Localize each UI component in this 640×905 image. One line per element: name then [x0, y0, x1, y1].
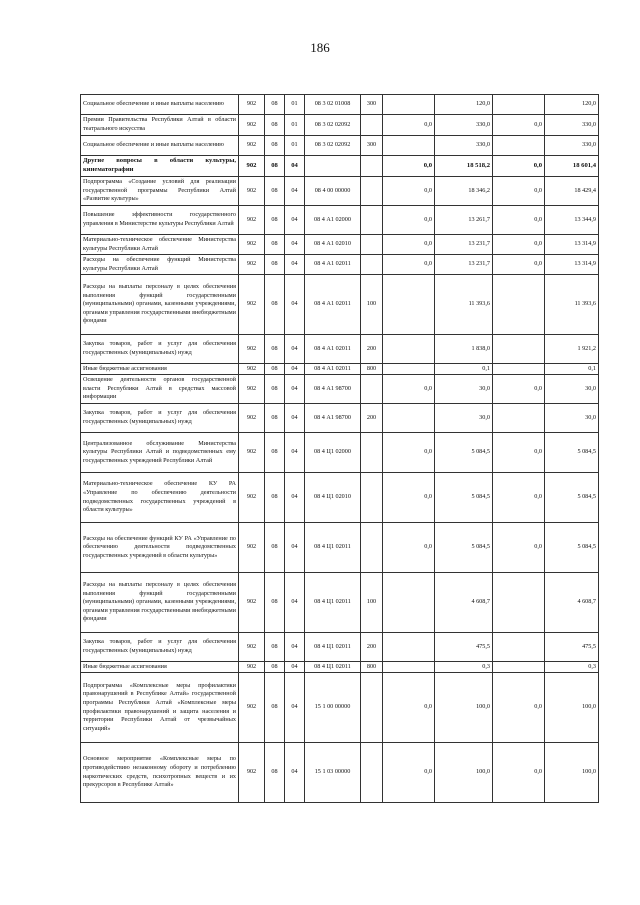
cell-amount-3: 0,0: [493, 206, 545, 235]
cell-target-article: [305, 156, 361, 177]
cell-amount-3: [493, 136, 545, 156]
cell-amount-2: 0,1: [435, 364, 493, 375]
cell-subsection: 04: [285, 473, 305, 523]
cell-amount-1: 0,0: [383, 433, 435, 473]
cell-name: Централизованное обслуживание Министерства культуры Республики Алтай и подведомственных ему государственных учреждений Республики Алтай: [81, 433, 239, 473]
cell-amount-1: [383, 136, 435, 156]
cell-name: Материально-техническое обеспечение КУ РА «Управление по обеспечению деятельности подведомственных государственных учреждений в области культуры»: [81, 473, 239, 523]
cell-amount-2: 11 393,6: [435, 275, 493, 335]
cell-amount-2: 5 084,5: [435, 473, 493, 523]
cell-target-article: 08 4 А1 02011: [305, 335, 361, 364]
cell-amount-3: [493, 335, 545, 364]
cell-amount-4: 13 314,9: [545, 235, 599, 255]
cell-section: 08: [265, 662, 285, 673]
cell-expense-type: 800: [361, 662, 383, 673]
cell-section: 08: [265, 473, 285, 523]
cell-expense-type: 200: [361, 404, 383, 433]
cell-amount-3: 0,0: [493, 523, 545, 573]
cell-section: 08: [265, 523, 285, 573]
cell-subsection: 04: [285, 662, 305, 673]
cell-section: 08: [265, 404, 285, 433]
cell-amount-1: 0,0: [383, 473, 435, 523]
cell-amount-4: 5 084,5: [545, 523, 599, 573]
cell-amount-3: [493, 662, 545, 673]
cell-target-article: 08 3 02 01008: [305, 95, 361, 115]
cell-grbs: 902: [239, 275, 265, 335]
cell-subsection: 04: [285, 633, 305, 662]
cell-target-article: 15 1 03 00000: [305, 743, 361, 803]
cell-section: 08: [265, 433, 285, 473]
cell-subsection: 04: [285, 156, 305, 177]
cell-section: 08: [265, 156, 285, 177]
cell-amount-4: 100,0: [545, 743, 599, 803]
cell-name: Освещение деятельности органов государственной власти Республики Алтай в средствах массовой информации: [81, 375, 239, 404]
cell-amount-3: 0,0: [493, 743, 545, 803]
cell-subsection: 04: [285, 433, 305, 473]
cell-section: 08: [265, 375, 285, 404]
cell-target-article: 08 4 Ц1 02011: [305, 662, 361, 673]
cell-amount-1: 0,0: [383, 177, 435, 206]
cell-section: 08: [265, 275, 285, 335]
cell-subsection: 04: [285, 335, 305, 364]
cell-grbs: 902: [239, 662, 265, 673]
cell-amount-4: 100,0: [545, 673, 599, 743]
cell-grbs: 902: [239, 235, 265, 255]
cell-name: Расходы на обеспечение функций Министерства культуры Республики Алтай: [81, 255, 239, 275]
cell-amount-4: 18 601,4: [545, 156, 599, 177]
table-row: [81, 743, 599, 803]
cell-subsection: 04: [285, 573, 305, 633]
cell-expense-type: 200: [361, 633, 383, 662]
cell-name: Основное мероприятие «Комплексные меры по противодействию незаконному обороту и потреблению наркотических средств, психотропных веществ и их прекурсоров в Республике Алтай»: [81, 743, 239, 803]
cell-name: Социальное обеспечение и иные выплаты населению: [81, 95, 239, 115]
cell-amount-2: 330,0: [435, 136, 493, 156]
table-row: [81, 156, 599, 177]
cell-grbs: 902: [239, 364, 265, 375]
table-row: [81, 255, 599, 275]
cell-expense-type: [361, 673, 383, 743]
cell-section: 08: [265, 95, 285, 115]
cell-amount-1: [383, 335, 435, 364]
cell-target-article: 08 4 Ц1 02010: [305, 473, 361, 523]
cell-amount-3: 0,0: [493, 473, 545, 523]
cell-amount-3: 0,0: [493, 255, 545, 275]
cell-amount-4: 0,3: [545, 662, 599, 673]
cell-target-article: 08 4 Ц1 02000: [305, 433, 361, 473]
cell-target-article: 08 3 02 02092: [305, 115, 361, 136]
cell-amount-3: [493, 364, 545, 375]
table-row: [81, 235, 599, 255]
cell-amount-4: 30,0: [545, 404, 599, 433]
cell-amount-1: [383, 95, 435, 115]
cell-name: Закупка товаров, работ и услуг для обеспечения государственных (муниципальных) нужд: [81, 404, 239, 433]
cell-amount-2: 330,0: [435, 115, 493, 136]
cell-grbs: 902: [239, 433, 265, 473]
cell-amount-2: 100,0: [435, 743, 493, 803]
table-row: [81, 662, 599, 673]
cell-name: Иные бюджетные ассигнования: [81, 662, 239, 673]
cell-amount-1: 0,0: [383, 743, 435, 803]
cell-section: 08: [265, 235, 285, 255]
cell-grbs: 902: [239, 156, 265, 177]
cell-amount-4: 1 921,2: [545, 335, 599, 364]
cell-amount-3: 0,0: [493, 115, 545, 136]
cell-amount-3: [493, 95, 545, 115]
cell-subsection: 04: [285, 177, 305, 206]
table-row: [81, 364, 599, 375]
table-row: [81, 523, 599, 573]
cell-amount-4: 13 344,9: [545, 206, 599, 235]
cell-name: Расходы на выплаты персоналу в целях обеспечения выполнения функций государственными (муниципальными) органами, казенными учреждениями, органами управления государственными внебюджетными фондами: [81, 573, 239, 633]
cell-name: Премии Правительства Республики Алтай в области театрального искусства: [81, 115, 239, 136]
cell-amount-2: 475,5: [435, 633, 493, 662]
cell-section: 08: [265, 743, 285, 803]
table-row: [81, 335, 599, 364]
page-number: 186: [310, 40, 330, 55]
cell-amount-4: 5 084,5: [545, 473, 599, 523]
cell-amount-3: 0,0: [493, 375, 545, 404]
cell-amount-4: 330,0: [545, 115, 599, 136]
cell-amount-2: 120,0: [435, 95, 493, 115]
cell-expense-type: [361, 255, 383, 275]
cell-expense-type: 100: [361, 573, 383, 633]
cell-amount-4: 475,5: [545, 633, 599, 662]
cell-target-article: 08 4 А1 02011: [305, 275, 361, 335]
cell-amount-4: 11 393,6: [545, 275, 599, 335]
cell-target-article: 08 4 Ц1 02011: [305, 633, 361, 662]
cell-expense-type: [361, 375, 383, 404]
cell-subsection: 01: [285, 95, 305, 115]
cell-amount-2: 13 231,7: [435, 235, 493, 255]
cell-section: 08: [265, 673, 285, 743]
budget-table: [80, 94, 599, 803]
cell-amount-3: [493, 573, 545, 633]
cell-expense-type: [361, 115, 383, 136]
cell-amount-4: 4 608,7: [545, 573, 599, 633]
cell-subsection: 04: [285, 673, 305, 743]
table-row: [81, 115, 599, 136]
cell-amount-1: [383, 404, 435, 433]
cell-amount-2: 5 084,5: [435, 433, 493, 473]
cell-amount-2: 18 518,2: [435, 156, 493, 177]
table-row: [81, 673, 599, 743]
cell-amount-1: 0,0: [383, 156, 435, 177]
cell-subsection: 04: [285, 206, 305, 235]
cell-target-article: 08 4 А1 02000: [305, 206, 361, 235]
cell-subsection: 01: [285, 115, 305, 136]
cell-amount-1: [383, 662, 435, 673]
cell-amount-3: 0,0: [493, 673, 545, 743]
cell-target-article: 08 4 Ц1 02011: [305, 523, 361, 573]
cell-section: 08: [265, 206, 285, 235]
cell-grbs: 902: [239, 633, 265, 662]
cell-name: Закупка товаров, работ и услуг для обеспечения государственных (муниципальных) нужд: [81, 633, 239, 662]
cell-subsection: 04: [285, 275, 305, 335]
cell-section: 08: [265, 364, 285, 375]
cell-name: Расходы на обеспечение функций КУ РА «Управление по обеспечению деятельности подведомственных государственных учреждений в области культуры»: [81, 523, 239, 573]
table-row: [81, 433, 599, 473]
cell-amount-3: [493, 275, 545, 335]
cell-subsection: 04: [285, 255, 305, 275]
cell-amount-2: 30,0: [435, 375, 493, 404]
cell-amount-4: 18 429,4: [545, 177, 599, 206]
cell-expense-type: [361, 743, 383, 803]
cell-grbs: 902: [239, 743, 265, 803]
cell-grbs: 902: [239, 375, 265, 404]
cell-grbs: 902: [239, 404, 265, 433]
cell-amount-2: 4 608,7: [435, 573, 493, 633]
cell-grbs: 902: [239, 206, 265, 235]
cell-subsection: 04: [285, 523, 305, 573]
table-row: [81, 206, 599, 235]
cell-grbs: 902: [239, 255, 265, 275]
cell-target-article: 08 4 А1 02010: [305, 235, 361, 255]
cell-name: Социальное обеспечение и иные выплаты населению: [81, 136, 239, 156]
cell-amount-3: 0,0: [493, 235, 545, 255]
cell-section: 08: [265, 115, 285, 136]
cell-target-article: 08 4 А1 02011: [305, 364, 361, 375]
cell-expense-type: 100: [361, 275, 383, 335]
cell-expense-type: 300: [361, 136, 383, 156]
cell-amount-2: 5 084,5: [435, 523, 493, 573]
cell-subsection: 04: [285, 364, 305, 375]
cell-expense-type: 200: [361, 335, 383, 364]
cell-expense-type: [361, 156, 383, 177]
cell-amount-2: 13 261,7: [435, 206, 493, 235]
cell-name: Другие вопросы в области культуры, кинематографии: [81, 156, 239, 177]
cell-section: 08: [265, 573, 285, 633]
cell-amount-1: [383, 573, 435, 633]
cell-name: Расходы на выплаты персоналу в целях обеспечения выполнения функций государственными (муниципальными) органами, казенными учреждениями, органами управления государственными внебюджетными фондами: [81, 275, 239, 335]
cell-amount-4: 330,0: [545, 136, 599, 156]
cell-amount-4: 30,0: [545, 375, 599, 404]
cell-amount-3: [493, 404, 545, 433]
cell-grbs: 902: [239, 115, 265, 136]
cell-name: Закупка товаров, работ и услуг для обеспечения государственных (муниципальных) нужд: [81, 335, 239, 364]
table-row: [81, 275, 599, 335]
cell-amount-1: 0,0: [383, 673, 435, 743]
cell-name: Подпрограмма «Комплексные меры профилактики правонарушений в Республике Алтай» государственной программы Республики Алтай «Комплексные меры профилактики правонарушений и защита населения и территории Республики Алтай от чрезвычайных ситуаций»: [81, 673, 239, 743]
cell-expense-type: [361, 433, 383, 473]
cell-expense-type: [361, 235, 383, 255]
cell-amount-1: 0,0: [383, 523, 435, 573]
cell-name: Повышение эффективности государственного управления в Министерстве культуры Республики Алтай: [81, 206, 239, 235]
cell-amount-4: 120,0: [545, 95, 599, 115]
cell-target-article: 08 4 00 00000: [305, 177, 361, 206]
cell-name: Иные бюджетные ассигнования: [81, 364, 239, 375]
cell-amount-3: 0,0: [493, 433, 545, 473]
table-row: [81, 177, 599, 206]
table-row: [81, 573, 599, 633]
cell-section: 08: [265, 335, 285, 364]
cell-amount-1: [383, 364, 435, 375]
cell-amount-3: 0,0: [493, 177, 545, 206]
cell-section: 08: [265, 136, 285, 156]
cell-subsection: 04: [285, 743, 305, 803]
cell-expense-type: [361, 473, 383, 523]
cell-subsection: 04: [285, 235, 305, 255]
cell-grbs: 902: [239, 335, 265, 364]
cell-expense-type: [361, 206, 383, 235]
cell-grbs: 902: [239, 473, 265, 523]
cell-expense-type: [361, 523, 383, 573]
cell-section: 08: [265, 177, 285, 206]
cell-section: 08: [265, 633, 285, 662]
cell-amount-1: [383, 275, 435, 335]
cell-expense-type: 300: [361, 95, 383, 115]
cell-name: Материально-техническое обеспечение Министерства культуры Республики Алтай: [81, 235, 239, 255]
cell-target-article: 08 4 Ц1 02011: [305, 573, 361, 633]
cell-subsection: 04: [285, 404, 305, 433]
cell-target-article: 08 3 02 02092: [305, 136, 361, 156]
cell-grbs: 902: [239, 95, 265, 115]
cell-amount-2: 13 231,7: [435, 255, 493, 275]
cell-target-article: 08 4 А1 98700: [305, 375, 361, 404]
cell-expense-type: [361, 177, 383, 206]
cell-subsection: 01: [285, 136, 305, 156]
table-row: [81, 136, 599, 156]
cell-grbs: 902: [239, 136, 265, 156]
table-row: [81, 633, 599, 662]
cell-amount-3: [493, 633, 545, 662]
cell-amount-3: 0,0: [493, 156, 545, 177]
cell-grbs: 902: [239, 673, 265, 743]
cell-amount-1: 0,0: [383, 375, 435, 404]
cell-amount-4: 0,1: [545, 364, 599, 375]
cell-amount-2: 1 838,0: [435, 335, 493, 364]
cell-amount-1: 0,0: [383, 206, 435, 235]
cell-target-article: 08 4 А1 98700: [305, 404, 361, 433]
cell-amount-2: 30,0: [435, 404, 493, 433]
cell-grbs: 902: [239, 177, 265, 206]
cell-amount-4: 5 084,5: [545, 433, 599, 473]
cell-grbs: 902: [239, 573, 265, 633]
cell-amount-2: 0,3: [435, 662, 493, 673]
cell-amount-1: 0,0: [383, 235, 435, 255]
table-row: [81, 473, 599, 523]
cell-name: Подпрограмма «Создание условий для реализации государственной программы Республики Алтай «Развитие культуры»: [81, 177, 239, 206]
cell-target-article: 15 1 00 00000: [305, 673, 361, 743]
cell-section: 08: [265, 255, 285, 275]
cell-grbs: 902: [239, 523, 265, 573]
cell-subsection: 04: [285, 375, 305, 404]
cell-amount-4: 13 314,9: [545, 255, 599, 275]
table-row: [81, 95, 599, 115]
cell-amount-1: 0,0: [383, 115, 435, 136]
table-row: [81, 404, 599, 433]
cell-amount-2: 18 346,2: [435, 177, 493, 206]
cell-amount-2: 100,0: [435, 673, 493, 743]
cell-target-article: 08 4 А1 02011: [305, 255, 361, 275]
table-row: [81, 375, 599, 404]
cell-expense-type: 800: [361, 364, 383, 375]
cell-amount-1: [383, 633, 435, 662]
cell-amount-1: 0,0: [383, 255, 435, 275]
